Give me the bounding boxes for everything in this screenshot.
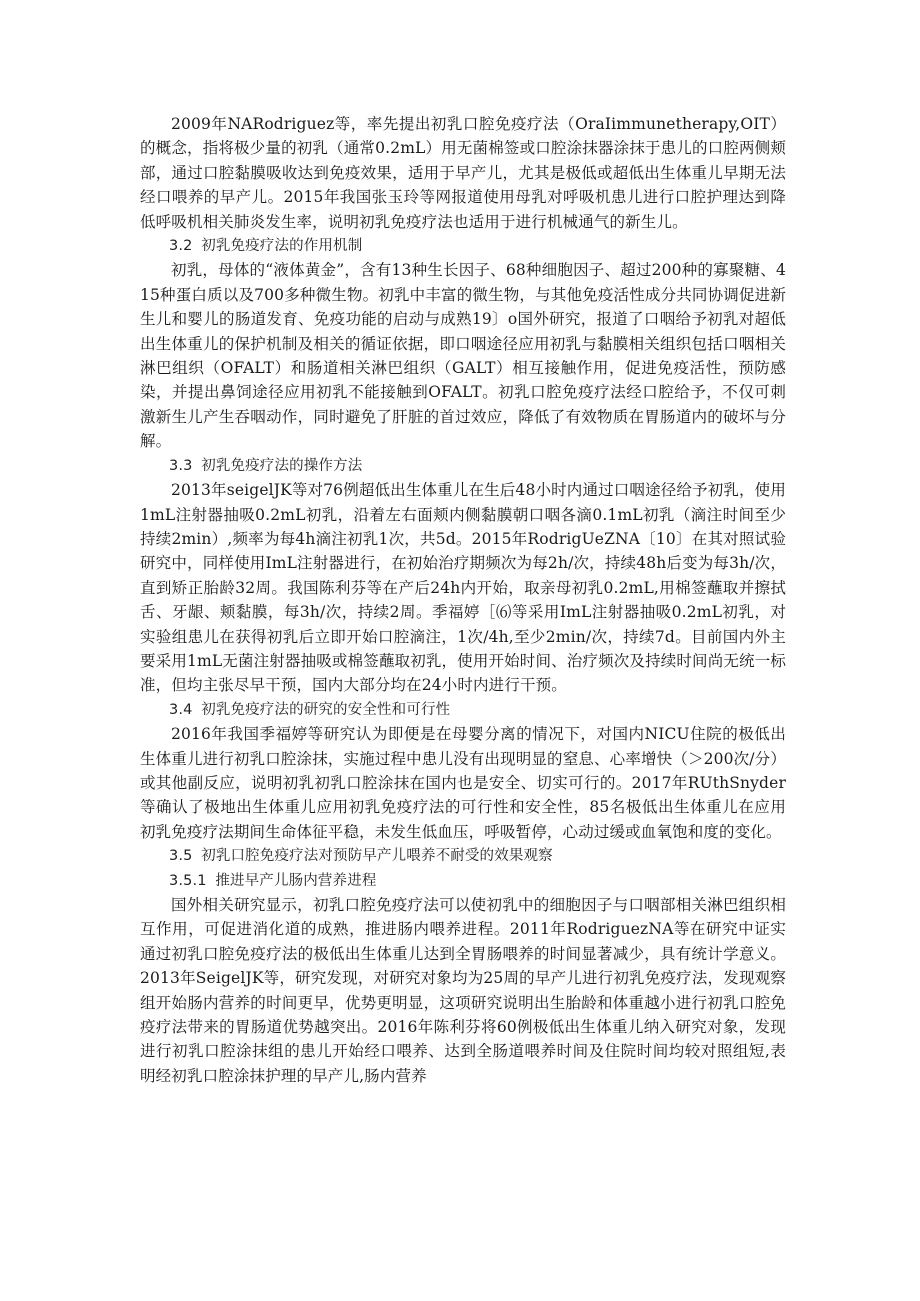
document-body <box>140 112 786 1088</box>
section-number: 3.5 <box>169 848 193 865</box>
section-title: 初乳免疫疗法的操作方法 <box>201 457 363 474</box>
paragraph-enteral-nutrition: 国外相关研究显示，初乳口腔免疫疗法可以使初乳中的细胞因子与口咽部相关淋巴组织相互作用，可促进消化道的成熟，推进肠内喂养进程。2011年RodriguezNA等在研究中证实通过初乳口腔免疫疗法的极低出生体重儿达到全胃肠喂养的时间显著减少，具有统计学意义。2013年SeigelJK等，研究发现，对研究对象均为25周的早产儿进行初乳免疫疗法，发现观察组开始肠内营养的时间更早，优势更明显，这项研究说明出生胎龄和体重越小进行初乳口腔免疫疗法带来的胃肠道优势越突出。2016年陈利芬将60例极低出生体重儿纳入研究对象，发现进行初乳口腔涂抹组的患儿开始经口喂养、达到全肠道喂养时间及住院时间均较对照组短,表明经初乳口腔涂抹护理的早产儿,肠内营养 <box>140 896 786 1085</box>
section-heading-3-5 <box>140 844 786 868</box>
section-heading-3-4 <box>140 698 786 722</box>
section-number: 3.3 <box>169 457 193 474</box>
section-number: 3.4 <box>169 701 193 718</box>
paragraph-oit-introduction: 2009年NARodriguez等，率先提出初乳口腔免疫疗法（OraIimmunetherapy,OIT）的概念，指将极少量的初乳（通常0.2mL）用无菌棉签或口腔涂抹器涂抹于患儿的口腔两侧颊部，通过口腔黏膜吸收达到免疫效果，适用于早产儿，尤其是极低或超低出生体重儿早期无法经口喂养的早产儿。2015年我国张玉玲等网报道使用母乳对呼吸机患儿进行口腔护理达到降低呼吸机相关肺炎发生率，说明初乳免疫疗法也适用于进行机械通气的新生儿。 <box>140 115 786 231</box>
section-title: 初乳免疫疗法的研究的安全性和可行性 <box>201 701 451 718</box>
section-heading-3-5-1 <box>140 869 786 893</box>
section-heading-3-2 <box>140 234 786 258</box>
section-title: 推进早产儿肠内营养进程 <box>215 872 377 889</box>
section-title: 初乳口腔免疫疗法对预防早产儿喂养不耐受的效果观察 <box>201 848 553 865</box>
paragraph-operation-method: 2013年seigelJK等对76例超低出生体重儿在生后48小时内通过口咽途径给予初乳，使用1mL注射器抽吸0.2mL初乳，沿着左右面颊内侧黏膜朝口咽各滴0.1mL初乳（滴注时间至少持续2min）,频率为每4h滴注初乳1次，共5d。2015年RodrigUeZNA〔10〕在其对照试验研究中，同样使用ImL注射器进行，在初始治疗期频次为每2h/次，持续48h后变为每3h/次，直到矫正胎龄32周。我国陈利芬等在产后24h内开始，取亲母初乳0.2mL,用棉签蘸取并擦拭舌、牙龈、颊黏膜，每3h/次，持续2周。季福婷［⑹等采用ImL注射器抽吸0.2mL初乳，对实验组患儿在获得初乳后立即开始口腔滴注，1次/4h,至少2min/次，持续7d。目前国内外主要采用1mL无菌注射器抽吸或棉签蘸取初乳，使用开始时间、治疗频次及持续时间尚无统一标准，但均主张尽早干预，国内大部分均在24小时内进行干预。 <box>140 481 786 695</box>
paragraph-safety-feasibility: 2016年我国季福婷等研究认为即便是在母婴分离的情况下，对国内NICU住院的极低出生体重儿进行初乳口腔涂抹，实施过程中患儿没有出现明显的窒息、心率增快（＞200次/分）或其他副反应，说明初乳初乳口腔涂抹在国内也是安全、切实可行的。2017年RUthSnyder等确认了极地出生体重儿应用初乳免疫疗法的可行性和安全性，85名极低出生体重儿在应用初乳免疫疗法期间生命体征平稳，未发生低血压，呼吸暂停，心动过缓或血氧饱和度的变化。 <box>140 725 786 841</box>
section-number: 3.2 <box>169 238 193 255</box>
paragraph-mechanism: 初乳，母体的“液体黄金”，含有13种生长因子、68种细胞因子、超过200种的寡聚糖、415种蛋白质以及700多种微生物。初乳中丰富的微生物，与其他免疫活性成分共同协调促进新生儿和婴儿的肠道发育、免疫功能的启动与成熟19〕o国外研究，报道了口咽给予初乳对超低出生体重儿的保护机制及相关的循证依据，即口咽途径应用初乳与黏膜相关组织包括口咽相关淋巴组织（OFALT）和肠道相关淋巴组织（GALT）相互接触作用，促进免疫活性，预防感染，并提出鼻饲途径应用初乳不能接触到OFALT。初乳口腔免疫疗法经口腔给予，不仅可刺激新生儿产生吞咽动作，同时避免了肝脏的首过效应，降低了有效物质在胃肠道内的破坏与分解。 <box>140 261 786 451</box>
section-number: 3.5.1 <box>169 872 207 889</box>
section-title: 初乳免疫疗法的作用机制 <box>201 238 363 255</box>
section-heading-3-3 <box>140 454 786 478</box>
